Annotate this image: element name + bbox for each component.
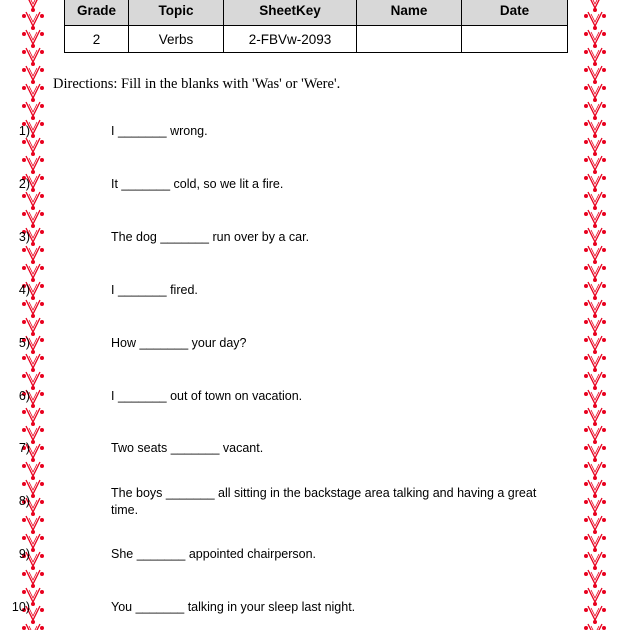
question-number: 4)	[18, 283, 30, 297]
border-motif-icon	[584, 210, 606, 228]
border-motif-icon	[584, 372, 606, 390]
question-number: 6)	[18, 389, 30, 403]
border-motif-icon	[584, 102, 606, 120]
border-motif-icon	[584, 66, 606, 84]
question-number: 7)	[18, 441, 30, 455]
border-motif-icon	[584, 588, 606, 606]
question-number: 8)	[18, 494, 30, 508]
sheetkey-value: 2-FBVw-2093	[224, 26, 357, 53]
question-text: The dog _______ run over by a car.	[111, 230, 310, 244]
border-motif-icon	[584, 12, 606, 30]
border-motif-icon	[22, 516, 44, 534]
question-number: 9)	[18, 547, 30, 561]
worksheet-info-table	[64, 0, 568, 53]
border-motif-icon	[584, 192, 606, 210]
border-motif-icon	[22, 462, 44, 480]
border-motif-icon	[22, 138, 44, 156]
border-motif-icon	[584, 462, 606, 480]
border-motif-icon	[22, 300, 44, 318]
border-motif-icon	[584, 246, 606, 264]
date-field[interactable]	[462, 26, 568, 53]
border-motif-icon	[584, 354, 606, 372]
question-text: She _______ appointed chairperson.	[111, 547, 317, 561]
border-motif-icon	[22, 192, 44, 210]
border-motif-icon	[22, 354, 44, 372]
topic-header: Topic	[129, 0, 224, 26]
question-text: I _______ out of town on vacation.	[111, 389, 303, 403]
border-motif-icon	[584, 156, 606, 174]
border-motif-icon	[584, 336, 606, 354]
border-motif-icon	[584, 534, 606, 552]
border-motif-icon	[584, 606, 606, 624]
border-motif-icon	[584, 390, 606, 408]
border-motif-icon	[584, 282, 606, 300]
border-motif-icon	[584, 498, 606, 516]
border-motif-icon	[584, 264, 606, 282]
name-header: Name	[357, 0, 462, 26]
decorative-border-left	[22, 0, 44, 630]
info-header-row	[65, 0, 568, 26]
border-motif-icon	[22, 570, 44, 588]
grade-header: Grade	[65, 0, 129, 26]
border-motif-icon	[22, 246, 44, 264]
border-motif-icon	[584, 552, 606, 570]
border-motif-icon	[584, 408, 606, 426]
border-motif-icon	[22, 156, 44, 174]
grade-value: 2	[65, 26, 129, 53]
topic-value: Verbs	[129, 26, 224, 53]
date-header: Date	[462, 0, 568, 26]
border-motif-icon	[22, 624, 44, 630]
question-number: 10)	[11, 600, 30, 614]
border-motif-icon	[22, 210, 44, 228]
heart-chevron-border-icon	[22, 0, 44, 630]
border-motif-icon	[22, 48, 44, 66]
border-motif-icon	[22, 12, 44, 30]
border-motif-icon	[22, 66, 44, 84]
border-motif-icon	[22, 318, 44, 336]
question-number: 2)	[18, 177, 30, 191]
question-text: It _______ cold, so we lit a fire.	[111, 177, 284, 191]
border-motif-icon	[584, 138, 606, 156]
question-number: 1)	[18, 124, 30, 138]
question-text: I _______ fired.	[111, 283, 198, 297]
directions-text: Directions: Fill in the blanks with 'Was' or 'Were'.	[53, 76, 341, 92]
border-motif-icon	[22, 84, 44, 102]
question-text: How _______ your day?	[111, 336, 247, 350]
question-text: I _______ wrong.	[111, 124, 208, 138]
border-motif-icon	[584, 48, 606, 66]
border-motif-icon	[584, 624, 606, 630]
border-motif-icon	[584, 318, 606, 336]
border-motif-icon	[22, 264, 44, 282]
decorative-border-right	[584, 0, 606, 630]
question-number: 5)	[18, 336, 30, 350]
border-motif-icon	[584, 480, 606, 498]
border-motif-icon	[584, 120, 606, 138]
border-motif-icon	[584, 444, 606, 462]
border-motif-icon	[22, 102, 44, 120]
border-motif-icon	[584, 570, 606, 588]
border-motif-icon	[584, 228, 606, 246]
heart-chevron-border-icon	[584, 0, 606, 630]
border-motif-icon	[584, 0, 606, 12]
name-field[interactable]	[357, 26, 462, 53]
border-motif-icon	[584, 426, 606, 444]
border-motif-icon	[584, 300, 606, 318]
border-motif-icon	[22, 0, 44, 12]
info-value-row	[65, 26, 568, 53]
border-motif-icon	[22, 30, 44, 48]
question-text: Two seats _______ vacant.	[111, 441, 264, 455]
border-motif-icon	[584, 84, 606, 102]
sheetkey-header: SheetKey	[224, 0, 357, 26]
border-motif-icon	[584, 30, 606, 48]
question-number: 3)	[18, 230, 30, 244]
question-text: The boys _______ all sitting in the backstage area talking and having a great time.	[111, 486, 537, 517]
border-motif-icon	[22, 408, 44, 426]
border-motif-icon	[584, 174, 606, 192]
question-text: You _______ talking in your sleep last night.	[111, 600, 356, 614]
border-motif-icon	[584, 516, 606, 534]
